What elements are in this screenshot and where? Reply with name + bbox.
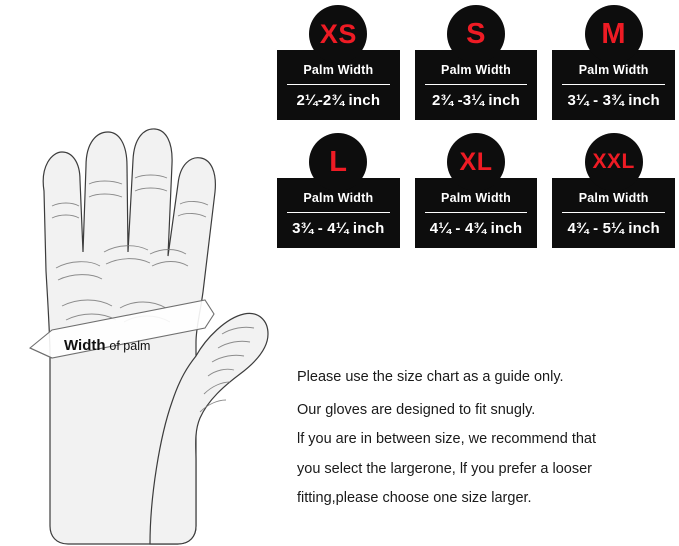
- palm-width-label-main: Width: [64, 337, 106, 354]
- measure-value-m: 3¼ - 3¾ inch: [567, 92, 660, 109]
- size-badge-wrap-m: [552, 4, 675, 64]
- size-badge-l: L: [309, 133, 367, 191]
- note-select-larger: you select the largerone, lf you prefer a looser: [297, 460, 592, 477]
- size-card-row-1: [277, 4, 675, 120]
- measure-label-xl: Palm Width: [441, 191, 511, 205]
- size-card-grid: [277, 4, 675, 260]
- measure-label-xs: Palm Width: [303, 63, 374, 77]
- size-badge-xl: XL: [447, 133, 505, 191]
- size-badge-wrap-l: [277, 132, 400, 192]
- measure-label-m: Palm Width: [578, 63, 649, 77]
- size-badge-s: S: [447, 5, 505, 63]
- hand-illustration-svg: [0, 56, 292, 546]
- measure-value-xs: 2¼-2¾ inch: [296, 92, 381, 109]
- size-card-xs: [277, 4, 400, 120]
- divider-s: [425, 84, 528, 85]
- measure-label-l: Palm Width: [303, 191, 374, 205]
- size-badge-wrap-s: [415, 4, 538, 64]
- measure-label-xxl: Palm Width: [578, 191, 649, 205]
- size-badge-m: M: [585, 5, 643, 63]
- notes-section: [297, 370, 667, 521]
- note-snug-fit: Our gloves are designed to fit snugly.: [297, 401, 536, 418]
- divider-m: [562, 84, 665, 85]
- measure-value-xxl: 4¾ - 5¼ inch: [567, 220, 660, 237]
- size-badge-wrap-xxl: [552, 132, 675, 192]
- palm-width-label-sub: of palm: [109, 339, 151, 353]
- divider-l: [287, 212, 390, 213]
- size-badge-xxl: XXL: [585, 133, 643, 191]
- size-card-l: [277, 132, 400, 248]
- note-fit-block: [297, 403, 667, 506]
- palm-width-label: [64, 337, 150, 354]
- note-between-size: lf you are in between size, we recommend that: [297, 431, 597, 447]
- size-badge-wrap-xl: [415, 132, 538, 192]
- hand-diagram: [0, 56, 292, 546]
- measure-value-s: 2¾ -3¼ inch: [431, 92, 521, 109]
- divider-xl: [425, 212, 528, 213]
- size-card-xxl: [552, 132, 675, 248]
- divider-xs: [287, 84, 390, 85]
- measure-label-s: Palm Width: [441, 63, 511, 77]
- note-guide-only: Please use the size chart as a guide only.: [297, 369, 564, 385]
- size-card-s: [415, 4, 538, 120]
- note-looser-fitting: fitting,please choose one size larger.: [297, 490, 532, 506]
- divider-xxl: [562, 212, 665, 213]
- measure-value-l: 3¾ - 4¼ inch: [292, 220, 385, 237]
- size-card-xl: [415, 132, 538, 248]
- size-badge-xs: XS: [309, 5, 367, 63]
- size-card-row-2: [277, 132, 675, 248]
- measure-value-xl: 4¼ - 4¾ inch: [429, 220, 523, 237]
- size-badge-wrap-xs: [277, 4, 400, 64]
- size-card-m: [552, 4, 675, 120]
